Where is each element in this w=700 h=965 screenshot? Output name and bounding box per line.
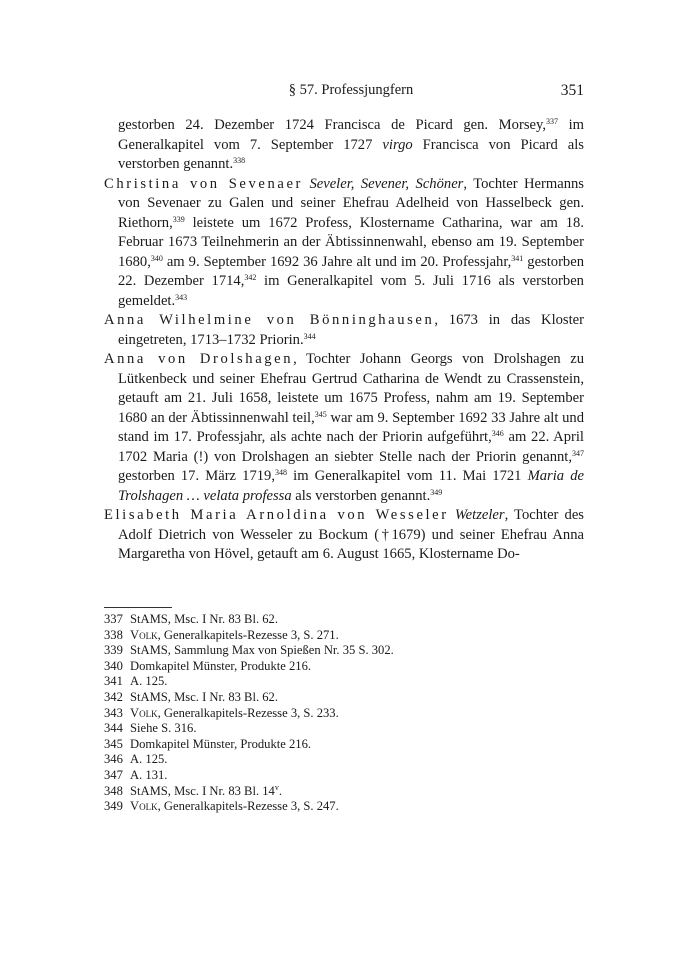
register-entry: Anna von Drolshagen, Tochter Johann Georgs von Drolshagen zu Lütkenbeck und seiner Ehefrau Gertrud Catharina de Wendt zu Crassenstein, getauft am 21. Juli 1658, leistete um 1675 Profess, nahm am 19. September 1680 an der Äbtissinnenwahl teil,$^{345}$ war am 9. September 1692 33 Jahre alt und stand im 17. Professjahr, als achte nach der Priorin aufgeführt,$^{346}$ am 22. April 1702 Maria (!) von Drolshagen an siebter Stelle nach der Priorin genannt,$^{347}$ gestorben 17. März 1719,$^{348}$ im Generalkapitel vom 11. Mai 1721 Maria de Trolshagen … velata professa als verstorben genannt.$^{349}$ xyxy=(104,351,584,504)
entry-continuation: gestorben 24. Dezember 1724 Francisca de Picard gen. Morsey,$^{337}$ im Generalkapitel vom 7. September 1727 virgo Francisca von Picard als verstorben genannt.$^{338}$ xyxy=(118,117,584,172)
register-entry: Christina von Sevenaer Seveler, Sevener, Schöner, Tochter Hermanns von Sevenaer zu Galen und seiner Ehefrau Adelheid von Hasselbeck gen. Riethorn,$^{339}$ leistete um 1672 Profess, Klostername Catharina, war am 18. Februar 1673 Teilnehmerin an der Äbtissinnenwahl, ebenso am 19. September 1680,$^{340}$ am 9. September 1692 36 Jahre alt und im 20. Professjahr,$^{341}$ gestorben 22. Dezember 1714,$^{342}$ im Generalkapitel vom 5. Juli 1716 als verstorben gemeldet.$^{343}$ xyxy=(104,175,585,309)
page-number: 351 xyxy=(560,82,584,99)
footnote-ref: 344 xyxy=(303,331,316,341)
footnote-ref: 341 xyxy=(511,253,524,263)
footnote-ref: 347 xyxy=(572,448,584,458)
footnote-text: Volk, Generalkapitels-Rezesse 3, S. 233. xyxy=(130,705,339,720)
footnote xyxy=(104,659,584,675)
footnote-number: 345 xyxy=(104,736,123,751)
footnote-text: A. 125. xyxy=(130,674,168,689)
running-header xyxy=(118,82,584,102)
footnote xyxy=(104,737,584,753)
footnote-number: 346 xyxy=(104,752,123,767)
footnote-number: 338 xyxy=(104,627,123,642)
footnote-number: 348 xyxy=(104,783,123,798)
footnote xyxy=(104,721,584,737)
footnote-text: Volk, Generalkapitels-Rezesse 3, S. 271. xyxy=(130,627,339,642)
author-name: Volk xyxy=(130,627,158,642)
footnote-text: Domkapitel Münster, Produkte 216. xyxy=(130,658,312,673)
footnote-text: Siehe S. 316. xyxy=(130,721,197,736)
footnote-text: Volk, Generalkapitels-Rezesse 3, S. 247. xyxy=(130,799,339,814)
footnote-ref: v xyxy=(274,782,279,792)
footnote-text: StAMS, Msc. I Nr. 83 Bl. 62. xyxy=(130,612,278,626)
footnote-number: 349 xyxy=(104,799,123,814)
name-variant: Seveler, Sevener, Schöner xyxy=(309,175,464,192)
author-name: Volk xyxy=(130,799,158,814)
footnote-number: 339 xyxy=(104,643,123,658)
footnote-ref: 340 xyxy=(150,253,163,263)
footnote xyxy=(104,706,584,722)
footnote xyxy=(104,784,584,800)
register-entry: Anna Wilhelmine von Bönninghausen, 1673 in das Kloster eingetreten, 1713–1732 Priorin.$^{344}$ xyxy=(104,312,584,348)
footnote xyxy=(104,799,584,815)
footnote xyxy=(104,628,584,644)
name-variant: Wetzeler xyxy=(454,507,505,523)
footnote-number: 347 xyxy=(104,767,123,782)
person-name: Anna Wilhelmine von Bönninghausen xyxy=(104,312,435,328)
footnote-number: 344 xyxy=(104,721,123,736)
footnote xyxy=(104,768,584,784)
footnote-text: StAMS, Sammlung Max von Spießen Nr. 35 S. 302. xyxy=(130,643,394,658)
footnote-text: StAMS, Msc. I Nr. 83 Bl. 14$^v$. xyxy=(130,782,283,798)
register-entry: Elisabeth Maria Arnoldina von Wesseler Wetzeler, Tochter des Adolf Dietrich von Wesseler zu Bockum (†1679) und seiner Ehefrau Anna Margaretha von Hövel, getauft am 6. August 1665, Klostername Do- xyxy=(104,507,584,562)
footnote-ref: 345 xyxy=(314,409,327,419)
footnote-number: 337 xyxy=(104,612,123,626)
footnote xyxy=(104,752,584,768)
footnote-number: 341 xyxy=(104,674,123,689)
footnote xyxy=(104,643,584,659)
footnote-ref: 343 xyxy=(175,292,188,302)
footnote-ref: 339 xyxy=(172,214,185,224)
footnote-ref: 349 xyxy=(430,487,443,497)
section-title: § 57. Professjungfern xyxy=(288,82,414,98)
footnote-ref: 348 xyxy=(275,468,288,477)
footnote-text: A. 125. xyxy=(130,752,168,767)
author-name: Volk xyxy=(130,705,158,720)
italic-text: Maria de Trolshagen … velata professa xyxy=(118,468,584,504)
footnote xyxy=(104,674,584,690)
footnote-number: 340 xyxy=(104,658,123,673)
main-text xyxy=(104,116,584,565)
footnote-ref: 337 xyxy=(545,117,558,126)
italic-text: virgo xyxy=(382,136,413,153)
footnote-ref: 346 xyxy=(491,429,504,438)
footnote-number: 342 xyxy=(104,689,123,704)
person-name: Christina von Sevenaer xyxy=(104,175,303,192)
footnote xyxy=(104,690,584,706)
footnote-ref: 338 xyxy=(233,156,246,165)
footnote-text: Domkapitel Münster, Produkte 216. xyxy=(130,736,312,751)
footnotes xyxy=(104,612,584,815)
footnote-ref: 342 xyxy=(244,273,257,282)
footnote-number: 343 xyxy=(104,705,123,720)
footnote xyxy=(104,612,584,628)
footnote-separator xyxy=(104,607,172,608)
footnote-text: A. 131. xyxy=(130,767,168,782)
footnote-text: StAMS, Msc. I Nr. 83 Bl. 62. xyxy=(130,689,278,704)
person-name: Anna von Drolshagen xyxy=(104,351,294,367)
person-name: Elisabeth Maria Arnoldina von Wesseler xyxy=(104,507,449,523)
